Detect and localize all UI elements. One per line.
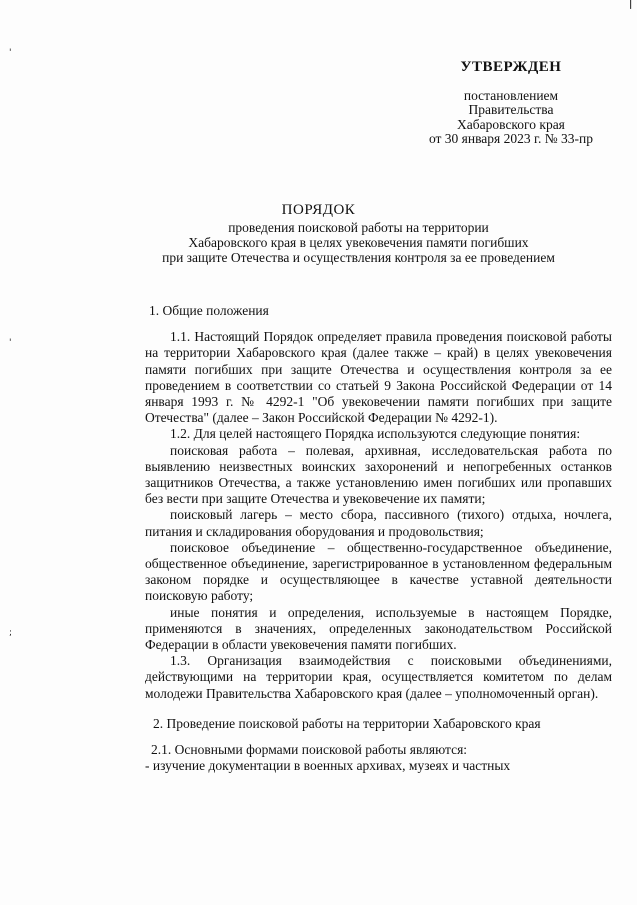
approval-date: от 30 января 2023 г. № 33-пр [428,131,593,146]
margin-mark: | [629,0,633,10]
approval-heading: УТВЕРЖДЕН [460,59,562,75]
subtitle-line: Хабаровского края в целях увековечения памяти погибших [188,235,529,250]
subtitle-line: проведения поисковой работы на территории [228,220,489,235]
document-subtitle [120,220,597,265]
definition: поисковая работа – полевая, архивная, исследовательская работа по выявлению неизвестных воинских захоронений и непогребенных останков защитников Отечества, а также установлению имен погибших или пропавших без вести при защите Отечества и увековечение их памяти; [145,442,612,507]
section-heading: 2. Проведение поисковой работы на территории Хабаровского края [153,715,541,731]
document-body [145,303,612,774]
definition: иные понятия и определения, используемые в настоящем Порядке, применяются в значениях, определенных законодательством Российской Федерации в области увековечения памяти погибших. [145,604,612,653]
paragraph-1-2: 1.2. Для целей настоящего Порядка используются следующие понятия: [170,426,581,442]
list-item: - изучение документации в военных архивах, музеях и частных [145,758,511,774]
approval-line: постановлением [463,87,559,103]
definition: поисковый лагерь – место сбора, пассивного (тихого) отдыха, ночлега, питания и складирования оборудования и продовольствия; [145,507,612,539]
margin-mark: ' [9,338,12,348]
approval-line: Правительства [468,102,554,117]
paragraph-1-1: 1.1. Настоящий Порядок определяет правила проведения поисковой работы на территории Хабаровского края (далее также – край) в целях увековечения памяти погибших при защите Отечества и осуществления контроля за ее проведением в соответствии со статьей 9 Закона Российской Федерации от 14 января 1993 г. № 4292-1 "Об увековечении памяти погибших при защите Отечества" (далее – Закон Российской Федерации № 4292-1). [145,329,612,426]
definition: поисковое объединение – общественно-государственное объединение, общественное объединение, зарегистрированное в установленном федеральным законом порядке и осуществляющее в качестве уставной деятельности поисковую работу; [145,539,612,604]
subtitle-line: при защите Отечества и осуществления контроля за ее проведением [162,250,555,265]
approval-line: Хабаровского края [457,116,565,132]
approval-stamp [429,60,593,147]
paragraph-2-1: 2.1. Основными формами поисковой работы являются: [151,742,468,758]
document-title: ПОРЯДОК [281,202,356,218]
margin-mark: ' [9,48,12,58]
paragraph-1-3: 1.3. Организация взаимодействия с поисковыми объединениями, действующими на территории края, осуществляется комитетом по делам молодежи Правительства Хабаровского края (далее – уполномоченный орган). [145,653,612,701]
section-heading: 1. Общие положения [149,303,269,318]
margin-mark: ; [9,628,13,638]
